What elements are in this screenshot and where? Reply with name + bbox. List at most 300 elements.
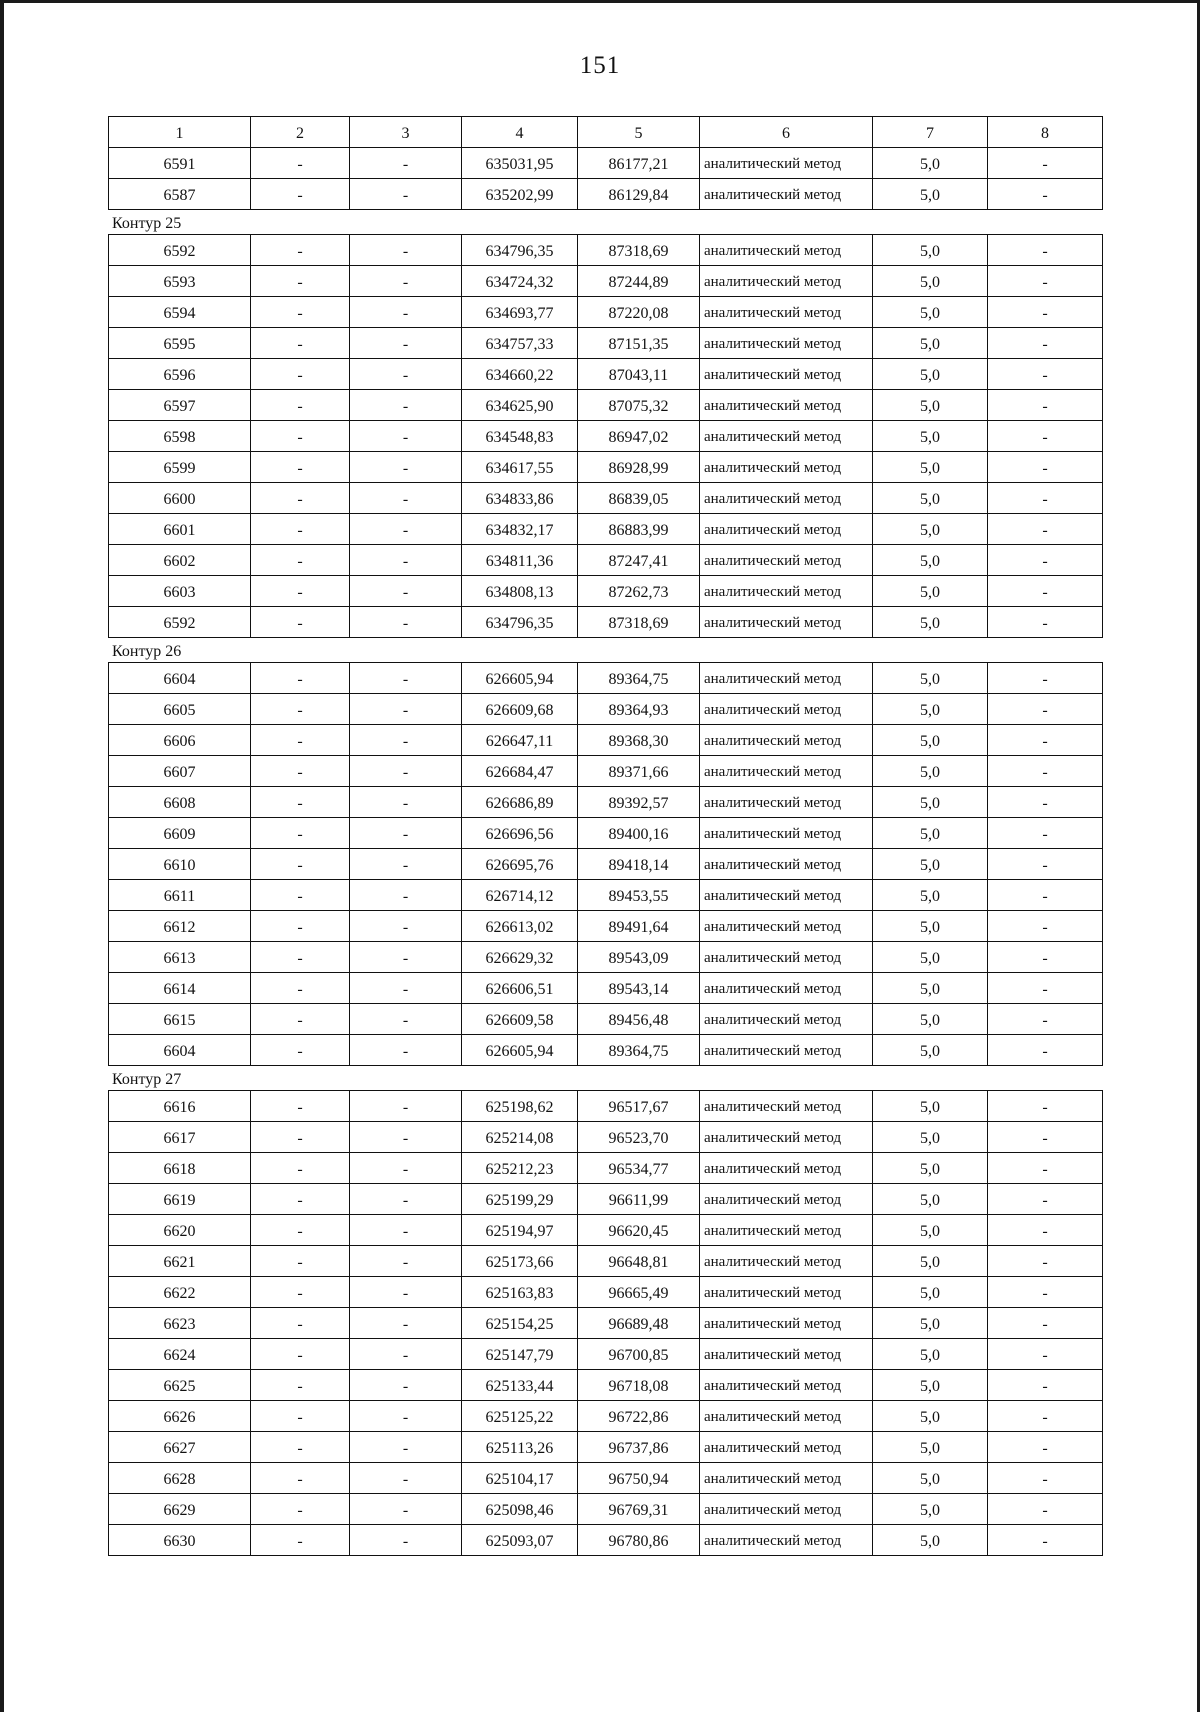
cell-col-2: -	[251, 756, 350, 787]
cell-col-6: аналитический метод	[700, 1004, 873, 1035]
cell-col-7: 5,0	[873, 514, 988, 545]
cell-col-2: -	[251, 297, 350, 328]
cell-col-7: 5,0	[873, 1091, 988, 1122]
cell-col-7: 5,0	[873, 1494, 988, 1525]
table-row	[109, 818, 1103, 849]
cell-col-5: 87318,69	[578, 235, 700, 266]
cell-col-7: 5,0	[873, 1184, 988, 1215]
cell-col-7: 5,0	[873, 421, 988, 452]
cell-col-2: -	[251, 1401, 350, 1432]
table-row	[109, 1246, 1103, 1277]
cell-col-4: 625098,46	[462, 1494, 578, 1525]
cell-col-2: -	[251, 483, 350, 514]
scan-edge-top	[0, 0, 1200, 3]
cell-col-6: аналитический метод	[700, 148, 873, 179]
cell-col-8: -	[988, 1525, 1103, 1556]
cell-col-5: 96769,31	[578, 1494, 700, 1525]
cell-col-2: -	[251, 1122, 350, 1153]
section-table	[108, 116, 1103, 210]
cell-col-5: 96722,86	[578, 1401, 700, 1432]
cell-col-2: -	[251, 1091, 350, 1122]
cell-col-7: 5,0	[873, 694, 988, 725]
cell-col-4: 625125,22	[462, 1401, 578, 1432]
cell-col-8: -	[988, 1184, 1103, 1215]
cell-col-4: 4	[462, 117, 578, 148]
cell-col-6: аналитический метод	[700, 818, 873, 849]
cell-col-8: -	[988, 576, 1103, 607]
cell-col-6: аналитический метод	[700, 725, 873, 756]
cell-col-4: 634724,32	[462, 266, 578, 297]
cell-col-5: 87247,41	[578, 545, 700, 576]
cell-col-3: -	[350, 328, 462, 359]
cell-col-7: 5,0	[873, 297, 988, 328]
cell-col-5: 89364,93	[578, 694, 700, 725]
cell-col-3: -	[350, 818, 462, 849]
cell-col-2: -	[251, 663, 350, 694]
cell-col-8: -	[988, 235, 1103, 266]
table-row	[109, 483, 1103, 514]
cell-col-8: -	[988, 1091, 1103, 1122]
cell-col-2: -	[251, 973, 350, 1004]
cell-col-1: 6627	[109, 1432, 251, 1463]
cell-col-1: 6624	[109, 1339, 251, 1370]
cell-col-5: 96737,86	[578, 1432, 700, 1463]
cell-col-1: 1	[109, 117, 251, 148]
cell-col-1: 6614	[109, 973, 251, 1004]
cell-col-1: 6618	[109, 1153, 251, 1184]
table-row	[109, 1432, 1103, 1463]
cell-col-6: аналитический метод	[700, 1339, 873, 1370]
cell-col-6: аналитический метод	[700, 390, 873, 421]
cell-col-2: -	[251, 818, 350, 849]
cell-col-5: 96517,67	[578, 1091, 700, 1122]
cell-col-3: -	[350, 297, 462, 328]
cell-col-8: -	[988, 1122, 1103, 1153]
cell-col-8: -	[988, 1153, 1103, 1184]
cell-col-5: 96648,81	[578, 1246, 700, 1277]
cell-col-8: -	[988, 1494, 1103, 1525]
table-row	[109, 663, 1103, 694]
cell-col-2: -	[251, 1035, 350, 1066]
cell-col-3: -	[350, 1339, 462, 1370]
cell-col-1: 6612	[109, 911, 251, 942]
cell-col-5: 86883,99	[578, 514, 700, 545]
cell-col-4: 635202,99	[462, 179, 578, 210]
cell-col-1: 6604	[109, 1035, 251, 1066]
cell-col-8: -	[988, 1035, 1103, 1066]
cell-col-1: 6613	[109, 942, 251, 973]
cell-col-4: 634811,36	[462, 545, 578, 576]
cell-col-2: -	[251, 390, 350, 421]
cell-col-6: аналитический метод	[700, 1308, 873, 1339]
cell-col-6: аналитический метод	[700, 849, 873, 880]
cell-col-1: 6593	[109, 266, 251, 297]
cell-col-5: 96700,85	[578, 1339, 700, 1370]
cell-col-1: 6599	[109, 452, 251, 483]
cell-col-8: -	[988, 1308, 1103, 1339]
cell-col-1: 6604	[109, 663, 251, 694]
table-row	[109, 1091, 1103, 1122]
cell-col-5: 89456,48	[578, 1004, 700, 1035]
cell-col-2: -	[251, 1463, 350, 1494]
cell-col-4: 626609,68	[462, 694, 578, 725]
cell-col-2: -	[251, 1184, 350, 1215]
table-row	[109, 1153, 1103, 1184]
cell-col-1: 6595	[109, 328, 251, 359]
cell-col-7: 5,0	[873, 179, 988, 210]
cell-col-6: аналитический метод	[700, 1494, 873, 1525]
cell-col-3: -	[350, 359, 462, 390]
cell-col-5: 86947,02	[578, 421, 700, 452]
cell-col-3: -	[350, 235, 462, 266]
cell-col-8: -	[988, 880, 1103, 911]
cell-col-5: 89364,75	[578, 1035, 700, 1066]
cell-col-7: 5,0	[873, 1277, 988, 1308]
cell-col-3: -	[350, 576, 462, 607]
cell-col-6: аналитический метод	[700, 1091, 873, 1122]
cell-col-7: 7	[873, 117, 988, 148]
cell-col-8: -	[988, 607, 1103, 638]
cell-col-7: 5,0	[873, 1308, 988, 1339]
cell-col-7: 5,0	[873, 235, 988, 266]
cell-col-1: 6596	[109, 359, 251, 390]
cell-col-5: 96534,77	[578, 1153, 700, 1184]
cell-col-8: -	[988, 694, 1103, 725]
cell-col-8: -	[988, 942, 1103, 973]
cell-col-4: 634625,90	[462, 390, 578, 421]
table-row	[109, 725, 1103, 756]
cell-col-8: -	[988, 421, 1103, 452]
cell-col-6: аналитический метод	[700, 973, 873, 1004]
table-row	[109, 1463, 1103, 1494]
cell-col-5: 96780,86	[578, 1525, 700, 1556]
cell-col-3: -	[350, 148, 462, 179]
table-row	[109, 1277, 1103, 1308]
table-row	[109, 576, 1103, 607]
cell-col-2: -	[251, 1339, 350, 1370]
cell-col-7: 5,0	[873, 942, 988, 973]
cell-col-8: -	[988, 1401, 1103, 1432]
cell-col-5: 89543,14	[578, 973, 700, 1004]
table-row	[109, 880, 1103, 911]
cell-col-2: -	[251, 179, 350, 210]
table-row	[109, 1308, 1103, 1339]
cell-col-5: 87262,73	[578, 576, 700, 607]
cell-col-1: 6603	[109, 576, 251, 607]
cell-col-4: 625199,29	[462, 1184, 578, 1215]
cell-col-8: -	[988, 148, 1103, 179]
cell-col-4: 625104,17	[462, 1463, 578, 1494]
cell-col-7: 5,0	[873, 1525, 988, 1556]
cell-col-6: аналитический метод	[700, 1122, 873, 1153]
cell-col-3: -	[350, 1463, 462, 1494]
cell-col-3: -	[350, 1035, 462, 1066]
cell-col-7: 5,0	[873, 1370, 988, 1401]
cell-col-2: -	[251, 514, 350, 545]
cell-col-6: аналитический метод	[700, 1035, 873, 1066]
cell-col-4: 634832,17	[462, 514, 578, 545]
cell-col-6: аналитический метод	[700, 942, 873, 973]
cell-col-6: аналитический метод	[700, 787, 873, 818]
cell-col-2: -	[251, 1494, 350, 1525]
cell-col-3: -	[350, 725, 462, 756]
cell-col-4: 626605,94	[462, 1035, 578, 1066]
table-row	[109, 514, 1103, 545]
cell-col-1: 6630	[109, 1525, 251, 1556]
cell-col-6: аналитический метод	[700, 911, 873, 942]
cell-col-2: -	[251, 911, 350, 942]
table-row	[109, 911, 1103, 942]
cell-col-2: -	[251, 1370, 350, 1401]
cell-col-6: аналитический метод	[700, 179, 873, 210]
section-table	[108, 662, 1103, 1066]
cell-col-2: -	[251, 328, 350, 359]
cell-col-3: -	[350, 973, 462, 1004]
cell-col-2: -	[251, 725, 350, 756]
cell-col-1: 6610	[109, 849, 251, 880]
table-row	[109, 235, 1103, 266]
cell-col-5: 89364,75	[578, 663, 700, 694]
cell-col-8: -	[988, 1246, 1103, 1277]
cell-col-5: 86928,99	[578, 452, 700, 483]
cell-col-3: -	[350, 1122, 462, 1153]
cell-col-4: 625173,66	[462, 1246, 578, 1277]
cell-col-8: -	[988, 1432, 1103, 1463]
cell-col-7: 5,0	[873, 1122, 988, 1153]
cell-col-1: 6608	[109, 787, 251, 818]
cell-col-6: аналитический метод	[700, 1184, 873, 1215]
cell-col-3: -	[350, 1246, 462, 1277]
cell-col-5: 87075,32	[578, 390, 700, 421]
cell-col-2: -	[251, 1004, 350, 1035]
cell-col-6: аналитический метод	[700, 1401, 873, 1432]
cell-col-4: 626609,58	[462, 1004, 578, 1035]
cell-col-2: -	[251, 359, 350, 390]
cell-col-5: 87151,35	[578, 328, 700, 359]
cell-col-3: -	[350, 1091, 462, 1122]
cell-col-7: 5,0	[873, 1004, 988, 1035]
cell-col-8: -	[988, 483, 1103, 514]
cell-col-6: аналитический метод	[700, 1370, 873, 1401]
cell-col-1: 6606	[109, 725, 251, 756]
cell-col-2: -	[251, 880, 350, 911]
cell-col-4: 625113,26	[462, 1432, 578, 1463]
table-row	[109, 1215, 1103, 1246]
section-table	[108, 234, 1103, 638]
cell-col-4: 626613,02	[462, 911, 578, 942]
cell-col-3: -	[350, 266, 462, 297]
cell-col-6: аналитический метод	[700, 1246, 873, 1277]
cell-col-6: аналитический метод	[700, 1277, 873, 1308]
cell-col-8: -	[988, 179, 1103, 210]
cell-col-2: -	[251, 1525, 350, 1556]
cell-col-7: 5,0	[873, 725, 988, 756]
cell-col-4: 634548,83	[462, 421, 578, 452]
cell-col-1: 6629	[109, 1494, 251, 1525]
cell-col-7: 5,0	[873, 545, 988, 576]
cell-col-8: -	[988, 818, 1103, 849]
cell-col-2: -	[251, 421, 350, 452]
cell-col-4: 625154,25	[462, 1308, 578, 1339]
cell-col-7: 5,0	[873, 787, 988, 818]
cell-col-3: -	[350, 1277, 462, 1308]
table-row	[109, 1004, 1103, 1035]
cell-col-8: -	[988, 663, 1103, 694]
cell-col-7: 5,0	[873, 849, 988, 880]
cell-col-2: -	[251, 1153, 350, 1184]
cell-col-1: 6626	[109, 1401, 251, 1432]
cell-col-7: 5,0	[873, 911, 988, 942]
cell-col-6: аналитический метод	[700, 663, 873, 694]
cell-col-1: 6594	[109, 297, 251, 328]
cell-col-2: -	[251, 266, 350, 297]
cell-col-4: 634796,35	[462, 235, 578, 266]
cell-col-5: 86129,84	[578, 179, 700, 210]
table-row	[109, 1494, 1103, 1525]
cell-col-4: 634693,77	[462, 297, 578, 328]
cell-col-5: 89491,64	[578, 911, 700, 942]
cell-col-4: 626686,89	[462, 787, 578, 818]
cell-col-3: -	[350, 849, 462, 880]
table-row	[109, 1184, 1103, 1215]
cell-col-1: 6598	[109, 421, 251, 452]
cell-col-4: 626605,94	[462, 663, 578, 694]
cell-col-6: аналитический метод	[700, 266, 873, 297]
cell-col-3: -	[350, 1401, 462, 1432]
cell-col-6: аналитический метод	[700, 756, 873, 787]
cell-col-7: 5,0	[873, 818, 988, 849]
cell-col-7: 5,0	[873, 756, 988, 787]
cell-col-4: 625163,83	[462, 1277, 578, 1308]
cell-col-5: 96689,48	[578, 1308, 700, 1339]
cell-col-3: -	[350, 1494, 462, 1525]
cell-col-1: 6597	[109, 390, 251, 421]
cell-col-4: 634796,35	[462, 607, 578, 638]
cell-col-7: 5,0	[873, 1463, 988, 1494]
table-row	[109, 756, 1103, 787]
cell-col-4: 635031,95	[462, 148, 578, 179]
cell-col-7: 5,0	[873, 452, 988, 483]
cell-col-4: 626606,51	[462, 973, 578, 1004]
cell-col-2: -	[251, 1246, 350, 1277]
cell-col-5: 96523,70	[578, 1122, 700, 1153]
table-row	[109, 266, 1103, 297]
cell-col-5: 96750,94	[578, 1463, 700, 1494]
table-row	[109, 179, 1103, 210]
cell-col-4: 634808,13	[462, 576, 578, 607]
table-row	[109, 297, 1103, 328]
cell-col-6: аналитический метод	[700, 545, 873, 576]
cell-col-7: 5,0	[873, 359, 988, 390]
table-row	[109, 545, 1103, 576]
cell-col-5: 86177,21	[578, 148, 700, 179]
cell-col-2: -	[251, 849, 350, 880]
cell-col-4: 625214,08	[462, 1122, 578, 1153]
table-row	[109, 328, 1103, 359]
cell-col-4: 625212,23	[462, 1153, 578, 1184]
cell-col-4: 626696,56	[462, 818, 578, 849]
table-row	[109, 973, 1103, 1004]
cell-col-8: -	[988, 911, 1103, 942]
cell-col-4: 625194,97	[462, 1215, 578, 1246]
cell-col-8: -	[988, 545, 1103, 576]
cell-col-2: -	[251, 452, 350, 483]
cell-col-8: -	[988, 1215, 1103, 1246]
cell-col-3: -	[350, 787, 462, 818]
cell-col-4: 626714,12	[462, 880, 578, 911]
cell-col-7: 5,0	[873, 483, 988, 514]
cell-col-8: -	[988, 328, 1103, 359]
cell-col-6: аналитический метод	[700, 694, 873, 725]
cell-col-7: 5,0	[873, 973, 988, 1004]
cell-col-5: 96620,45	[578, 1215, 700, 1246]
cell-col-7: 5,0	[873, 1246, 988, 1277]
cell-col-1: 6617	[109, 1122, 251, 1153]
coordinate-table-area	[108, 116, 1102, 1556]
cell-col-1: 6592	[109, 235, 251, 266]
cell-col-7: 5,0	[873, 266, 988, 297]
cell-col-1: 6601	[109, 514, 251, 545]
cell-col-1: 6587	[109, 179, 251, 210]
cell-col-1: 6619	[109, 1184, 251, 1215]
cell-col-4: 634617,55	[462, 452, 578, 483]
cell-col-6: аналитический метод	[700, 514, 873, 545]
cell-col-6: аналитический метод	[700, 1215, 873, 1246]
cell-col-8: -	[988, 1370, 1103, 1401]
cell-col-1: 6605	[109, 694, 251, 725]
cell-col-5: 89392,57	[578, 787, 700, 818]
table-row	[109, 1122, 1103, 1153]
cell-col-7: 5,0	[873, 148, 988, 179]
cell-col-6: аналитический метод	[700, 297, 873, 328]
cell-col-4: 625093,07	[462, 1525, 578, 1556]
cell-col-8: -	[988, 297, 1103, 328]
table-row	[109, 607, 1103, 638]
cell-col-3: -	[350, 421, 462, 452]
cell-col-7: 5,0	[873, 1432, 988, 1463]
cell-col-5: 89400,16	[578, 818, 700, 849]
cell-col-4: 634833,86	[462, 483, 578, 514]
table-row	[109, 849, 1103, 880]
cell-col-6: аналитический метод	[700, 880, 873, 911]
cell-col-3: -	[350, 880, 462, 911]
cell-col-1: 6625	[109, 1370, 251, 1401]
cell-col-1: 6592	[109, 607, 251, 638]
table-row	[109, 942, 1103, 973]
cell-col-1: 6622	[109, 1277, 251, 1308]
scan-edge-left	[0, 0, 4, 1712]
cell-col-2: -	[251, 545, 350, 576]
cell-col-8: -	[988, 452, 1103, 483]
cell-col-3: -	[350, 483, 462, 514]
table-row	[109, 1401, 1103, 1432]
table-row	[109, 390, 1103, 421]
cell-col-2: -	[251, 1215, 350, 1246]
contour-label: Контур 26	[112, 643, 182, 660]
cell-col-6: 6	[700, 117, 873, 148]
table-row	[109, 1370, 1103, 1401]
cell-col-2: -	[251, 1308, 350, 1339]
cell-col-3: -	[350, 452, 462, 483]
section-table	[108, 1090, 1103, 1556]
cell-col-7: 5,0	[873, 1401, 988, 1432]
table-row	[109, 421, 1103, 452]
cell-col-3: -	[350, 942, 462, 973]
cell-col-8: -	[988, 1339, 1103, 1370]
cell-col-4: 634660,22	[462, 359, 578, 390]
cell-col-7: 5,0	[873, 607, 988, 638]
cell-col-4: 626684,47	[462, 756, 578, 787]
